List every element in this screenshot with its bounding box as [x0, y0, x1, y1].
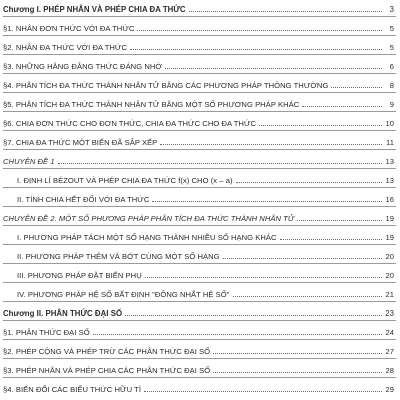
toc-entry-label: I. ĐỊNH LÍ BÉZOUT VÀ PHÉP CHIA ĐA THỨC f(x) CHO (x – a): [17, 176, 233, 186]
divider: [3, 35, 396, 36]
toc-entry-page: 16: [385, 195, 394, 205]
toc-entry-label: §4. BIẾN ĐỔI CÁC BIỂU THỨC HỮU TỈ: [3, 385, 141, 395]
toc-entry-label: §1. NHÂN ĐƠN THỨC VỚI ĐA THỨC: [3, 24, 135, 34]
toc-entry-page: 5: [389, 43, 394, 53]
dot-leader: [165, 67, 382, 69]
toc-entry-label: §4. PHÂN TÍCH ĐA THỨC THÀNH NHÂN TỬ BẰNG CÁC PHƯƠNG PHÁP THÔNG THƯỜNG: [3, 81, 329, 91]
toc-entry-page: 9: [389, 100, 394, 110]
toc-entry-section[interactable]: [3, 361, 396, 377]
toc-entry-page: 28: [385, 366, 394, 376]
dot-leader: [58, 162, 382, 164]
divider: [3, 92, 396, 93]
toc-entry-page: 19: [385, 233, 394, 243]
divider: [3, 320, 396, 321]
toc-entry-item[interactable]: [3, 247, 396, 263]
table-of-contents: [3, 0, 396, 400]
toc-entry-label: §2. NHÂN ĐA THỨC VỚI ĐA THỨC: [3, 43, 127, 53]
toc-entry-section[interactable]: [3, 133, 396, 149]
divider: [3, 282, 396, 283]
toc-entry-page: 6: [389, 62, 394, 72]
divider: [3, 16, 396, 17]
toc-entry-section[interactable]: [3, 323, 396, 339]
toc-entry-section[interactable]: [3, 19, 396, 35]
dot-leader: [236, 181, 382, 183]
divider: [3, 263, 396, 264]
dot-leader: [331, 86, 382, 88]
divider: [3, 377, 396, 378]
toc-entry-topic[interactable]: [3, 152, 396, 168]
toc-entry-section[interactable]: [3, 57, 396, 73]
divider: [3, 301, 396, 302]
toc-entry-chapter-2[interactable]: [3, 304, 396, 320]
toc-entry-page: 29: [385, 385, 394, 395]
toc-entry-page: 20: [385, 252, 394, 262]
divider: [3, 149, 396, 150]
toc-entry-label: III. PHƯƠNG PHÁP ĐẶT BIẾN PHỤ: [17, 271, 142, 281]
dot-leader: [259, 124, 382, 126]
toc-entry-page: 20: [385, 271, 394, 281]
toc-entry-label: IV. PHƯƠNG PHÁP HỆ SỐ BẤT ĐỊNH "ĐỒNG NHẤT HỆ SỐ": [17, 290, 230, 300]
toc-entry-section[interactable]: [3, 380, 396, 396]
divider: [3, 73, 396, 74]
toc-entry-section[interactable]: [3, 342, 396, 358]
toc-entry-section[interactable]: [3, 95, 396, 111]
toc-entry-topic[interactable]: [3, 209, 396, 225]
toc-entry-label: II. TÍNH CHIA HẾT ĐỐI VỚI ĐA THỨC: [17, 195, 150, 205]
toc-entry-section[interactable]: [3, 38, 396, 54]
toc-entry-page: 13: [385, 176, 394, 186]
divider: [3, 168, 396, 169]
toc-entry-label: I. PHƯƠNG PHÁP TÁCH MỘT SỐ HẠNG THÀNH NHIỀU SỐ HẠNG KHÁC: [17, 233, 277, 243]
dot-leader: [152, 200, 382, 202]
toc-entry-label: §6. CHIA ĐƠN THỨC CHO ĐƠN THỨC, CHIA ĐA THỨC CHO ĐA THỨC: [3, 119, 257, 129]
dot-leader: [297, 219, 382, 221]
toc-entry-item[interactable]: [3, 266, 396, 282]
toc-entry-chapter-1[interactable]: [3, 0, 396, 16]
dot-leader: [213, 352, 382, 354]
toc-entry-label: II. PHƯƠNG PHÁP THÊM VÀ BỚT CÙNG MỘT SỐ HẠNG: [17, 252, 220, 262]
toc-entry-label: Chương I. PHÉP NHÂN VÀ PHÉP CHIA ĐA THỨC: [3, 5, 186, 15]
dot-leader: [137, 29, 382, 31]
toc-entry-page: 11: [386, 138, 394, 148]
divider: [3, 358, 396, 359]
toc-entry-page: 3: [389, 5, 394, 15]
toc-entry-label: CHUYÊN ĐỀ 2. MỘT SỐ PHƯƠNG PHÁP PHÂN TÍCH ĐA THỨC THÀNH NHÂN TỬ: [3, 214, 294, 224]
dot-leader: [189, 10, 382, 12]
toc-entry-page: 21: [385, 290, 394, 300]
toc-entry-item[interactable]: [3, 171, 396, 187]
dot-leader: [233, 295, 382, 297]
divider: [3, 225, 396, 226]
toc-entry-label: §7. CHIA ĐA THỨC MỘT BIẾN ĐÃ SẮP XẾP: [3, 138, 158, 148]
dot-leader: [144, 390, 382, 392]
divider: [3, 244, 396, 245]
toc-entry-item[interactable]: [3, 190, 396, 206]
dot-leader: [223, 257, 382, 259]
toc-entry-page: 10: [385, 119, 394, 129]
dot-leader: [280, 238, 382, 240]
dot-leader: [145, 276, 382, 278]
toc-entry-page: 24: [385, 328, 394, 338]
toc-entry-page: 8: [389, 81, 394, 91]
dot-leader: [125, 314, 382, 316]
toc-entry-page: 19: [385, 214, 394, 224]
toc-entry-label: §1. PHÂN THỨC ĐẠI SỐ: [3, 328, 90, 338]
divider: [3, 206, 396, 207]
toc-entry-page: 5: [389, 24, 394, 34]
toc-entry-label: §3. NHỮNG HẰNG ĐẲNG THỨC ĐÁNG NHỚ: [3, 62, 162, 72]
toc-entry-page: 27: [385, 347, 394, 357]
dot-leader: [130, 48, 382, 50]
dot-leader: [93, 333, 382, 335]
dot-leader: [302, 105, 382, 107]
toc-entry-label: §3. PHÉP NHÂN VÀ PHÉP CHIA CÁC PHÂN THỨC ĐẠI SỐ: [3, 366, 211, 376]
toc-entry-page: 23: [385, 309, 394, 319]
divider: [3, 54, 396, 55]
toc-entry-page: 13: [385, 157, 394, 167]
dot-leader: [160, 143, 382, 145]
toc-entry-label: §2. PHÉP CỘNG VÀ PHÉP TRỪ CÁC PHÂN THỨC ĐẠI SỐ: [3, 347, 211, 357]
toc-entry-section[interactable]: [3, 76, 396, 92]
divider: [3, 339, 396, 340]
divider: [3, 130, 396, 131]
toc-entry-label: CHUYÊN ĐỀ 1: [3, 157, 55, 167]
dot-leader: [213, 371, 382, 373]
toc-entry-label: §5. PHÂN TÍCH ĐA THỨC THÀNH NHÂN TỬ BẰNG MỘT SỐ PHƯƠNG PHÁP KHÁC: [3, 100, 300, 110]
divider: [3, 187, 396, 188]
toc-entry-label: Chương II. PHÂN THỨC ĐẠI SỐ: [3, 309, 123, 319]
divider: [3, 111, 396, 112]
toc-entry-item[interactable]: [3, 285, 396, 301]
toc-entry-item[interactable]: [3, 228, 396, 244]
toc-entry-section[interactable]: [3, 114, 396, 130]
